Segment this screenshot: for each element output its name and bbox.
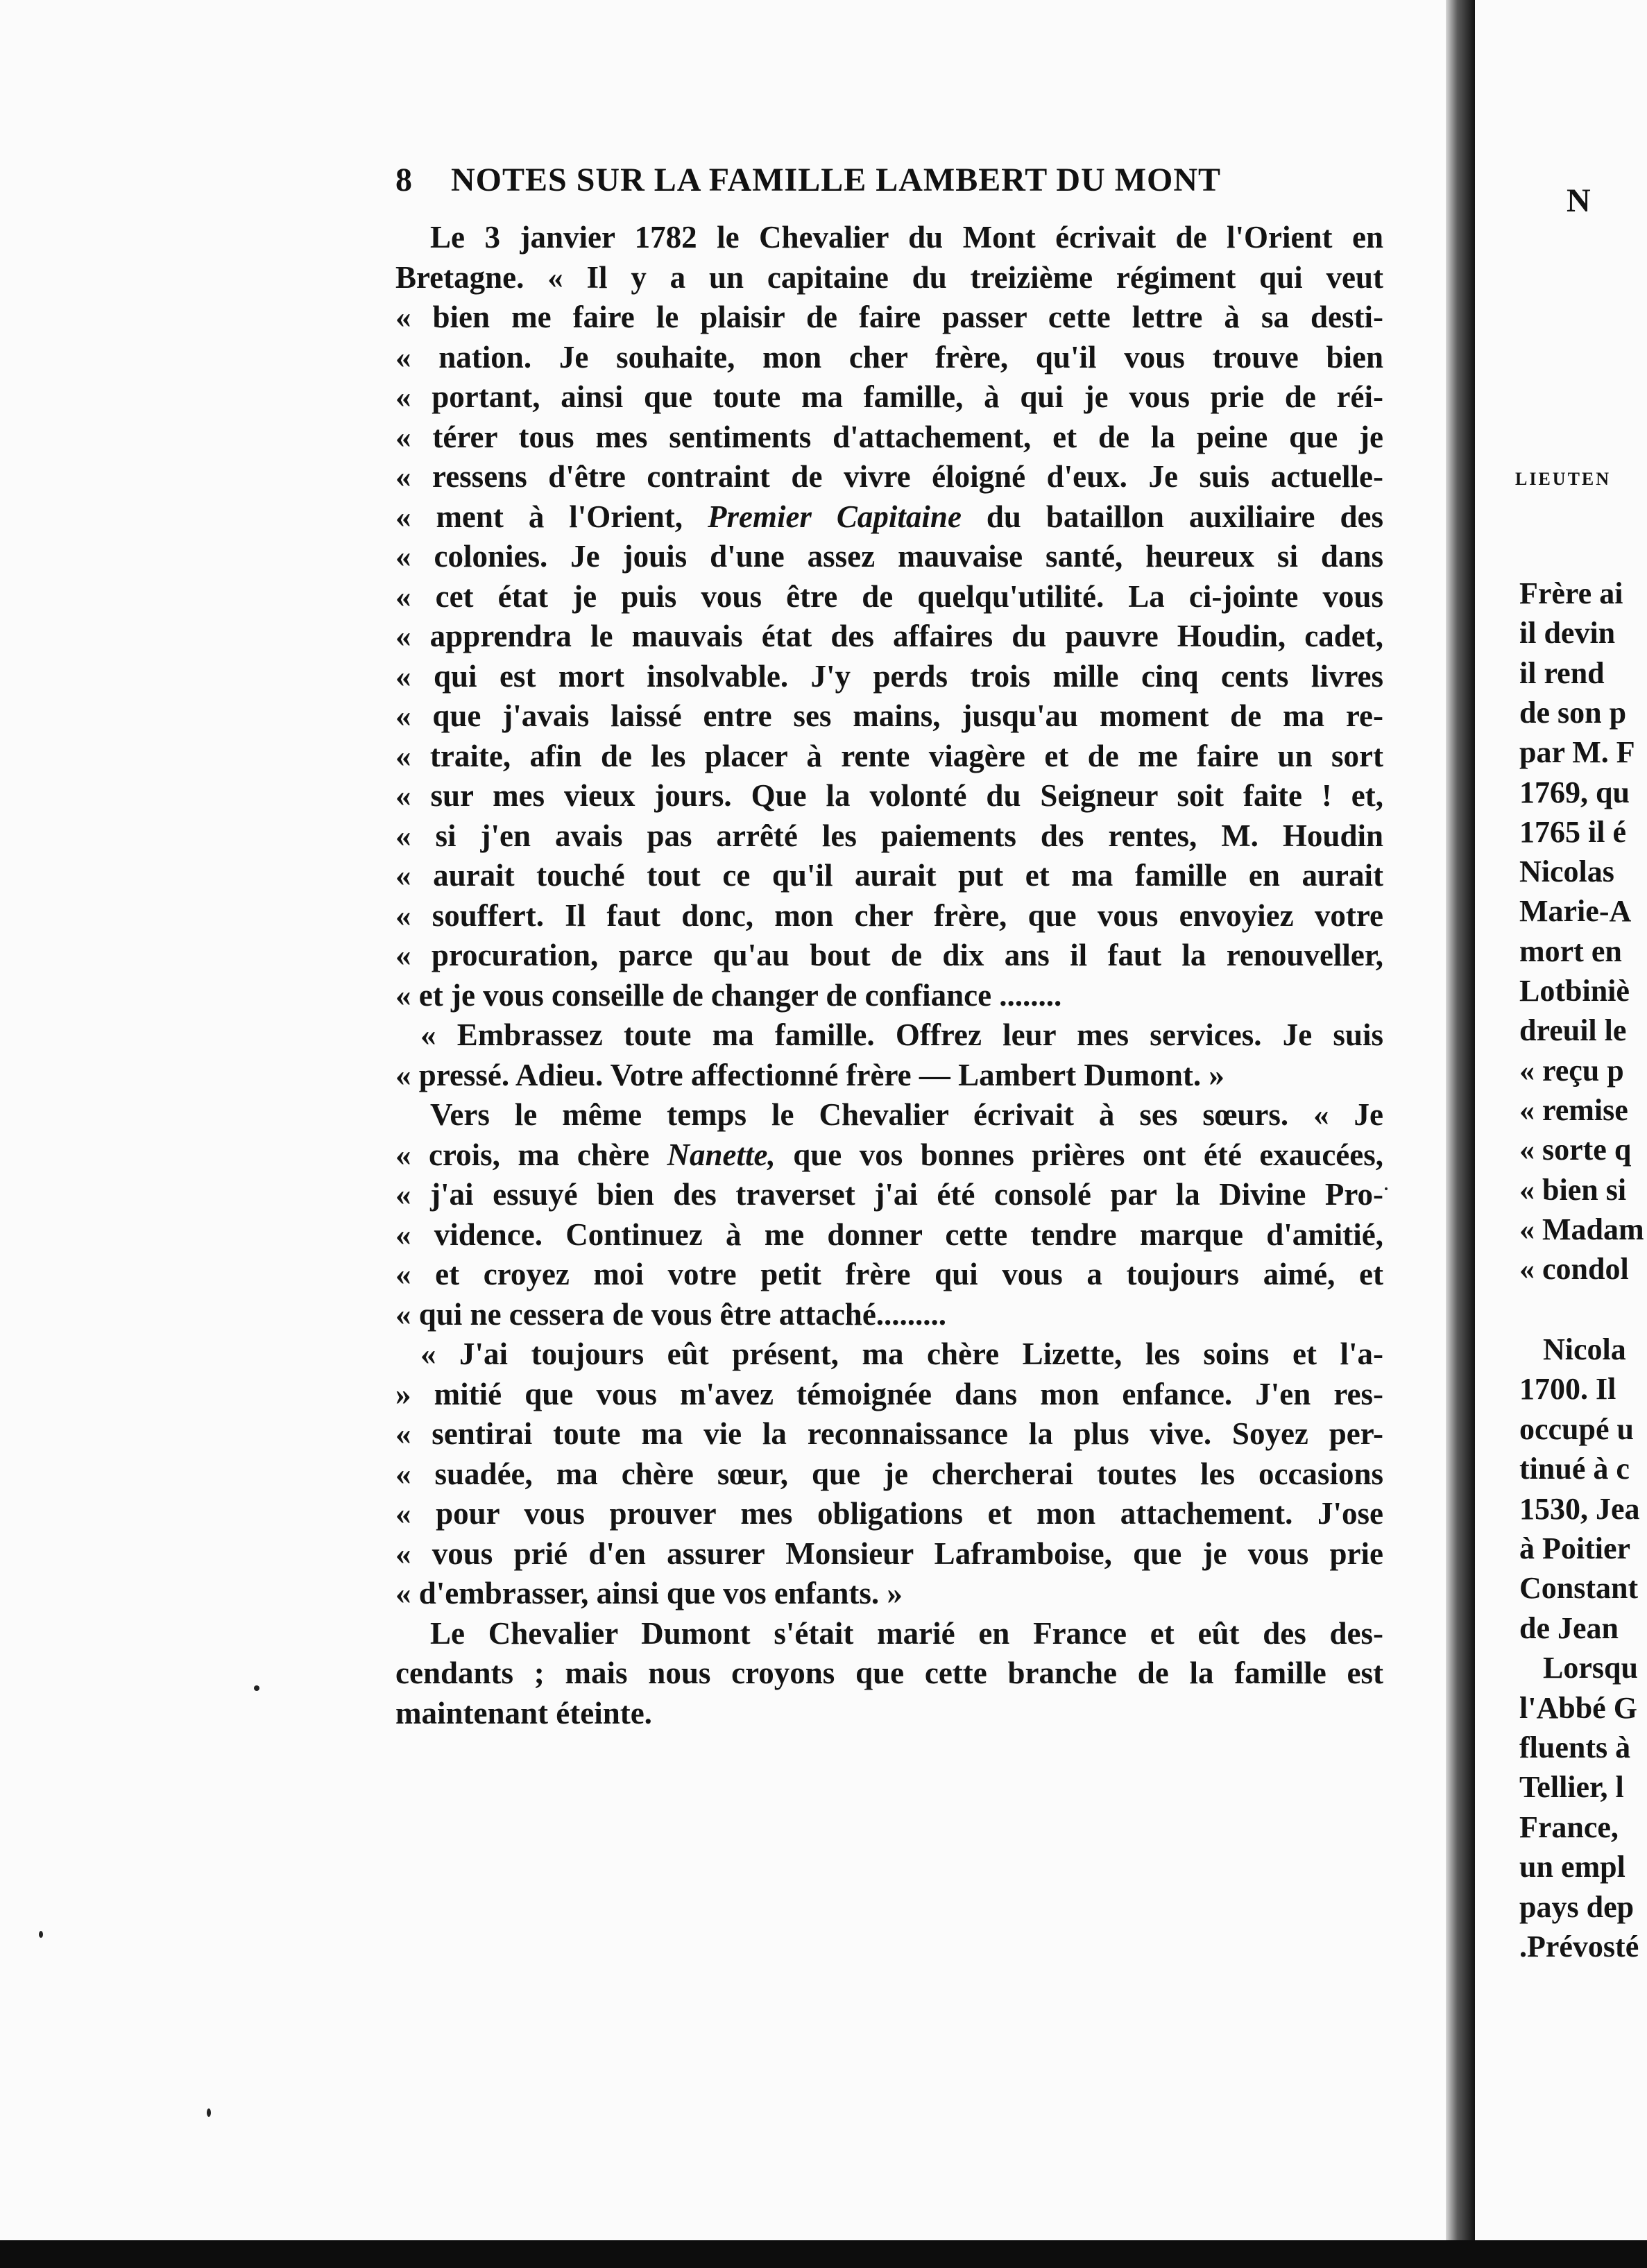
right-text-line-fragment: 1700. Il: [1519, 1372, 1616, 1407]
text-line: « térer tous mes sentiments d'attachement, et de la peine que je: [395, 419, 1383, 454]
page-gutter: [1446, 0, 1475, 2240]
paragraph-5: [395, 1614, 1383, 1734]
italic-title: Premier Capitaine: [707, 499, 962, 534]
text-line: « J'ai toujours eût présent, ma chère Lizette, les soins et l'a-: [420, 1337, 1383, 1371]
text-line: « procuration, parce qu'au bout de dix ans il faut la renouveller,: [395, 938, 1383, 972]
paragraph-4: [395, 1334, 1383, 1614]
text-segment: du bataillon auxiliaire des: [986, 499, 1383, 534]
text-line: « traite, afin de les placer à rente viagère et de me faire un sort: [395, 738, 1383, 773]
text-line: « pressé. Adieu. Votre affectionné frère — Lambert Dumont. »: [395, 1057, 1224, 1092]
text-line: « pour vous prouver mes obligations et mon attachement. J'ose: [395, 1496, 1383, 1531]
right-text-line-fragment: fluents à: [1519, 1730, 1631, 1764]
right-text-line-fragment: « reçu p: [1519, 1053, 1624, 1088]
right-text-line-fragment: l'Abbé G: [1519, 1690, 1637, 1725]
right-text-line-fragment: dreuil le: [1519, 1013, 1627, 1048]
text-line: « si j'en avais pas arrêté les paiements des rentes, M. Houdin: [395, 818, 1383, 853]
right-text-line-fragment: « Madam: [1519, 1212, 1644, 1246]
text-line: « et croyez moi votre petit frère qui vous a toujours aimé, et: [395, 1257, 1383, 1291]
right-text-line-fragment: mort en: [1519, 934, 1622, 968]
right-text-line-fragment: il rend: [1519, 655, 1605, 690]
right-text-line-fragment: « bien si: [1519, 1172, 1627, 1207]
right-page-content: [1515, 0, 1647, 2240]
text-segment: « ment à l'Orient,: [395, 499, 683, 534]
text-line: « qui est mort insolvable. J'y perds trois mille cinq cents livres: [395, 658, 1383, 694]
text-line: Le 3 janvier 1782 le Chevalier du Mont écrivait de l'Orient en: [430, 220, 1383, 255]
text-line: « bien me faire le plaisir de faire passer cette lettre à sa desti-: [395, 300, 1383, 334]
text-segment: que vos bonnes prières ont été exaucées,: [793, 1137, 1384, 1172]
right-text-line-fragment: Lorsqu: [1543, 1651, 1638, 1685]
right-text-line-fragment: .Prévosté: [1519, 1930, 1639, 1964]
running-head: [395, 161, 1318, 203]
right-running-head-fragment: N: [1567, 182, 1591, 219]
text-line: « nation. Je souhaite, mon cher frère, qu'il vous trouve bien: [395, 339, 1383, 375]
text-line: « vidence. Continuez à me donner cette tendre marque d'amitié,: [395, 1217, 1383, 1252]
right-section-heading-fragment: LIEUTEN: [1515, 469, 1612, 489]
right-text-line-fragment: « condol: [1519, 1252, 1629, 1287]
text-line: « portant, ainsi que toute ma famille, à qui je vous prie de réi-: [395, 379, 1383, 414]
page-number: 8: [395, 162, 413, 198]
scan-bottom-edge: [0, 2240, 1647, 2268]
text-line: « sur mes vieux jours. Que la volonté du Seigneur soit faite ! et,: [395, 778, 1383, 813]
text-line: Vers le même temps le Chevalier écrivait à ses sœurs. « Je: [430, 1097, 1383, 1132]
italic-name: Nanette,: [667, 1137, 776, 1172]
scan-speck: [39, 1931, 43, 1938]
text-line: « sentirai toute ma vie la reconnaissance la plus vive. Soyez per-: [395, 1416, 1383, 1451]
text-line: « et je vous conseille de changer de confiance ........: [395, 977, 1062, 1013]
text-line: « d'embrasser, ainsi que vos enfants. »: [395, 1576, 903, 1610]
text-line: maintenant éteinte.: [395, 1695, 652, 1730]
running-head-title: NOTES SUR LA FAMILLE LAMBERT DU MONT: [451, 162, 1222, 198]
right-text-line-fragment: à Poitier: [1519, 1531, 1631, 1565]
text-line: « ressens d'être contraint de vivre éloigné d'eux. Je suis actuelle-: [395, 459, 1383, 494]
text-line: « aurait touché tout ce qu'il aurait put et ma famille en aurait: [395, 858, 1383, 893]
scan-speck: [207, 2108, 211, 2117]
right-text-line-fragment: Nicola: [1543, 1332, 1626, 1366]
right-text-line-fragment: Marie-A: [1519, 894, 1632, 929]
right-text-line-fragment: 1530, Jea: [1519, 1491, 1640, 1526]
right-text-line-fragment: de son p: [1519, 695, 1627, 730]
text-line: « apprendra le mauvais état des affaires du pauvre Houdin, cadet,: [395, 619, 1383, 653]
right-text-line-fragment: occupé u: [1519, 1411, 1634, 1446]
right-text-line-fragment: « sorte q: [1519, 1133, 1632, 1167]
text-line-mixed: [395, 497, 1383, 538]
text-line: Bretagne. « Il y a un capitaine du treizième régiment qui veut: [395, 259, 1383, 295]
text-line: « que j'avais laissé entre ses mains, jusqu'au moment de ma re-: [395, 698, 1383, 733]
text-line-mixed: [395, 1135, 1383, 1176]
right-text-line-fragment: 1765 il é: [1519, 814, 1626, 849]
text-line: cendants ; mais nous croyons que cette branche de la famille est: [395, 1656, 1383, 1690]
text-line: « suadée, ma chère sœur, que je chercherai toutes les occasions: [395, 1456, 1383, 1491]
scan-speck: [1385, 1187, 1388, 1190]
text-segment: « crois, ma chère: [395, 1137, 649, 1172]
text-line: « Embrassez toute ma famille. Offrez leur mes services. Je suis: [420, 1017, 1383, 1052]
right-text-line-fragment: « remise: [1519, 1092, 1628, 1127]
right-text-line-fragment: de Jean: [1519, 1610, 1619, 1645]
paragraph-2: [395, 1015, 1383, 1095]
scan-speck: [254, 1685, 259, 1691]
right-text-line-fragment: il devin: [1519, 616, 1616, 651]
body-text: [395, 218, 1383, 1733]
right-text-line-fragment: pays dep: [1519, 1889, 1635, 1924]
paragraph-3: [395, 1095, 1383, 1334]
right-text-line-fragment: par M. F: [1519, 735, 1635, 770]
text-line: Le Chevalier Dumont s'était marié en France et eût des des-: [430, 1615, 1383, 1651]
paragraph-1: [395, 218, 1383, 1015]
text-line: « j'ai essuyé bien des traverset j'ai été consolé par la Divine Pro-: [395, 1177, 1383, 1212]
text-line: « souffert. Il faut donc, mon cher frère, que vous envoyiez votre: [395, 897, 1383, 933]
text-line: « qui ne cessera de vous être attaché.........: [395, 1296, 947, 1332]
right-text-line-fragment: Lotbiniè: [1519, 974, 1630, 1008]
right-text-line-fragment: 1769, qu: [1519, 775, 1630, 809]
right-text-line-fragment: France,: [1519, 1810, 1619, 1844]
right-text-line-fragment: Tellier, l: [1519, 1770, 1624, 1805]
right-text-line-fragment: Nicolas: [1519, 854, 1614, 889]
right-text-line-fragment: Constant: [1519, 1571, 1639, 1606]
text-line: « vous prié d'en assurer Monsieur Laframboise, que je vous prie: [395, 1536, 1383, 1571]
right-text-line-fragment: un empl: [1519, 1850, 1625, 1884]
text-line: « cet état je puis vous être de quelqu'utilité. La ci-jointe vous: [395, 578, 1383, 614]
right-text-line-fragment: tinué à c: [1519, 1452, 1630, 1486]
text-line: » mitié que vous m'avez témoignée dans mon enfance. J'en res-: [395, 1376, 1383, 1411]
text-line: « colonies. Je jouis d'une assez mauvaise santé, heureux si dans: [395, 539, 1383, 574]
right-text-line-fragment: Frère ai: [1519, 576, 1623, 610]
